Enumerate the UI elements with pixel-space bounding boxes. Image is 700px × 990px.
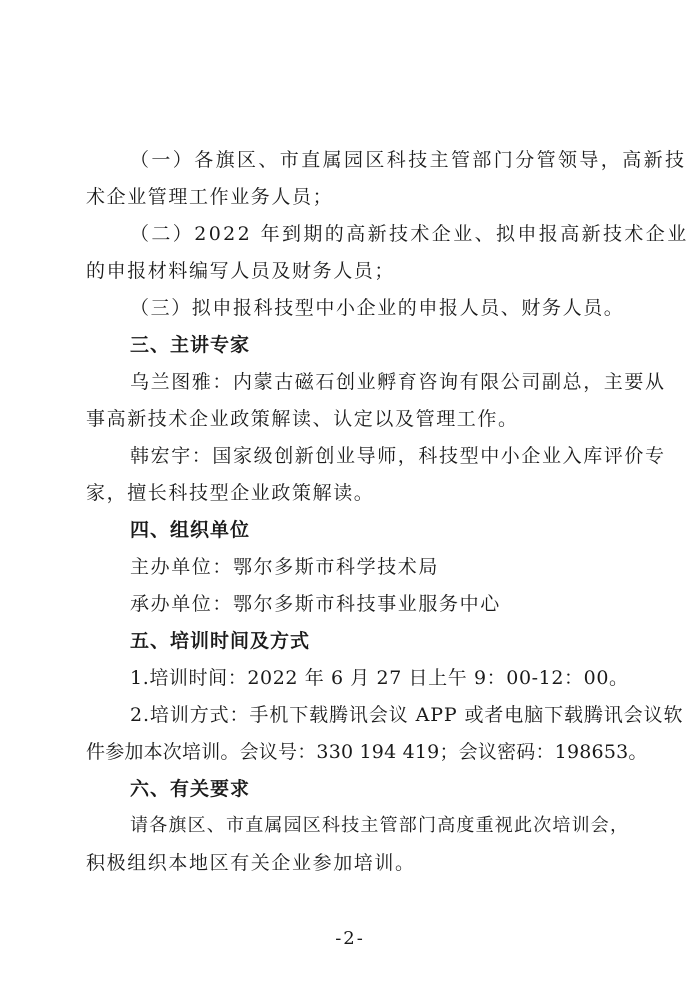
host-organizer: 主办单位：鄂尔多斯市科学技术局: [130, 556, 440, 578]
co-organizer: 承办单位：鄂尔多斯市科技事业服务中心: [130, 593, 501, 615]
section-heading-requirements: 六、有关要求: [130, 778, 251, 800]
training-time: 1.培训时间：2022 年 6 月 27 日上午 9：00-12：00。: [130, 667, 629, 689]
attendee-item-1-line-2: 术企业管理工作业务人员；: [86, 186, 334, 208]
speaker-1-line-1: 乌兰图雅：内蒙古磁石创业孵育咨询有限公司副总，主要从: [130, 371, 666, 393]
training-method-line-2: 件参加本次培训。会议号：330 194 419；会议密码：198653。: [86, 741, 648, 763]
speaker-1-line-2: 事高新技术企业政策解读、认定以及管理工作。: [86, 408, 519, 430]
attendee-item-1-line-1: （一）各旗区、市直属园区科技主管部门分管领导，高新技: [130, 149, 687, 171]
speaker-2-line-2: 家，擅长科技型企业政策解读。: [86, 482, 375, 504]
section-heading-time-method: 五、培训时间及方式: [130, 630, 311, 652]
attendee-item-2-line-1: （二）2022 年到期的高新技术企业、拟申报高新技术企业: [130, 223, 689, 245]
requirements-line-2: 积极组织本地区有关企业参加培训。: [86, 852, 416, 874]
training-method-line-1: 2.培训方式：手机下载腾讯会议 APP 或者电脑下载腾讯会议软: [130, 704, 684, 726]
page-number: -2-: [335, 928, 365, 949]
speaker-2-line-1: 韩宏宇：国家级创新创业导师，科技型中小企业入库评价专: [130, 445, 666, 467]
section-heading-organizers: 四、组织单位: [130, 519, 251, 541]
attendee-item-2-line-2: 的申报材料编写人员及财务人员；: [86, 260, 396, 282]
requirements-line-1: 请各旗区、市直属园区科技主管部门高度重视此次培训会，: [130, 815, 630, 836]
attendee-item-3: （三）拟申报科技型中小企业的申报人员、财务人员。: [130, 297, 625, 319]
section-heading-speakers: 三、主讲专家: [130, 334, 251, 356]
